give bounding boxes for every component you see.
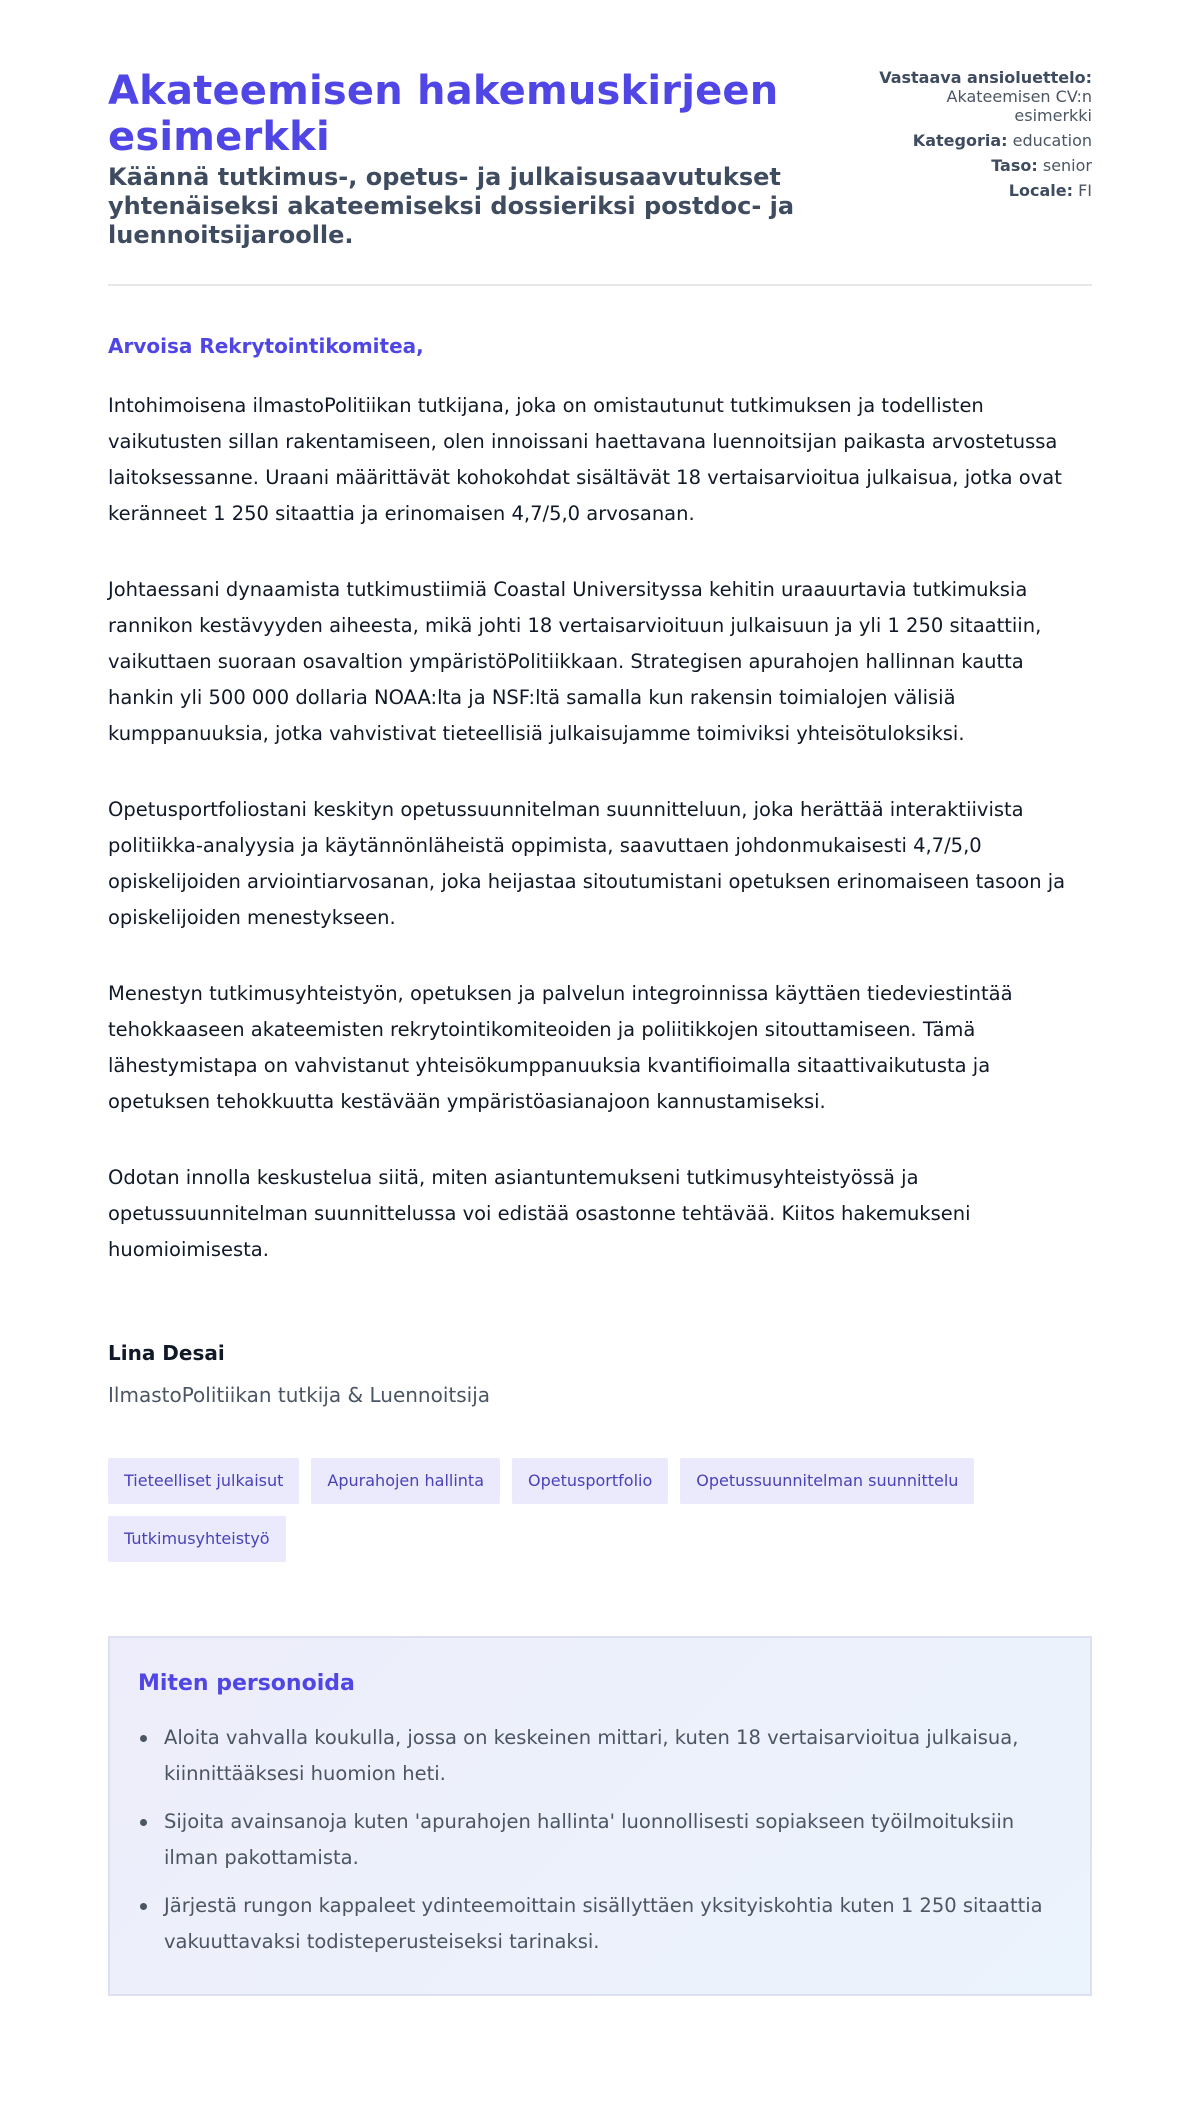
signature-name: Lina Desai [108, 1341, 225, 1365]
letter-paragraph: Odotan innolla keskustelua siitä, miten asiantuntemukseni tutkimusyhteistyössä ja opetussuunnitelman suunnittelussa voi edistää osastonne tehtävää. Kiitos hakemukseni huomioimisesta. [108, 1166, 971, 1261]
skill-tag[interactable]: Apurahojen hallinta [311, 1458, 500, 1504]
tip-item [138, 1888, 1062, 1960]
tips-list [138, 1720, 1062, 1960]
tip-item [138, 1720, 1062, 1792]
meta-matching-cv-value: Akateemisen CV:n esimerkki [946, 87, 1092, 125]
letter-paragraphs [108, 388, 1092, 1268]
page-title: Akateemisen hakemuskirjeen esimerkki [108, 68, 779, 160]
skill-tags [108, 1458, 1068, 1562]
letter-paragraph: Johtaessani dynaamista tutkimustiimiä Coastal Universityssa kehitin uraauurtavia tutkimuksia rannikon kestävyyden aiheesta, mikä johti 18 vertaisarvioituun julkaisuun ja yli 1 250 sitaattiin, vaikuttaen suoraan osavaltion ympäristöPolitiikkaan. Strategisen apurahojen hallinnan kautta hankin yli 500 000 dollaria NOAA:lta ja NSF:ltä samalla kun rakensin toimialojen välisiä kumppanuuksia, jotka vahvistivat tieteellisiä julkaisujamme toimiviksi yhteisötuloksiksi. [108, 578, 1042, 745]
page-subtitle: Käännä tutkimus-, opetus- ja julkaisusaavutukset yhtenäiseksi akateemiseksi dossieriksi postdoc- ja luennoitsijaroolle. [108, 163, 795, 249]
letter-paragraph: Menestyn tutkimusyhteistyön, opetuksen ja palvelun integroinnissa käyttäen tiedeviestintää tehokkaaseen akateemisten rekrytointikomiteoiden ja poliitikkojen sitouttamiseen. Tämä lähestymistapa on vahvistanut yhteisökumppanuuksia kvantifioimalla sitaattivaikutusta ja opetuksen tehokkuutta kestävään ympäristöasianajoon kannustamiseksi. [108, 982, 1013, 1113]
bullet-icon [140, 1819, 147, 1826]
tips-title: Miten personoida [138, 1671, 355, 1696]
meta-category-value: education [1012, 131, 1092, 150]
tip-text: Järjestä rungon kappaleet ydinteemoittain sisällyttäen yksityiskohtia kuten 1 250 sitaattia vakuuttavaksi todisteperusteiseksi tarinaksi. [164, 1894, 1043, 1953]
meta-category-label: Kategoria: [912, 131, 1008, 150]
meta-level [872, 156, 1092, 175]
meta-matching-cv-label: Vastaava ansioluettelo: [879, 68, 1092, 87]
signature-title: IlmastoPolitiikan tutkija & Luennoitsija [108, 1383, 491, 1407]
tip-text: Sijoita avainsanoja kuten 'apurahojen hallinta' luonnollisesti sopiakseen työilmoituksiin ilman pakottamista. [164, 1810, 1015, 1869]
letter-paragraph: Opetusportfoliostani keskityn opetussuunnitelman suunnitteluun, joka herättää interaktiivista politiikka-analyysia ja käytännönläheistä oppimista, saavuttaen johdonmukaisesti 4,7/5,0 opiskelijoiden arviointiarvosanan, joka heijastaa sitoutumistani opetuksen erinomaiseen tasoon ja opiskelijoiden menestykseen. [108, 798, 1066, 929]
meta-matching-cv [872, 68, 1092, 125]
letter-paragraph: Intohimoisena ilmastoPolitiikan tutkijana, joka on omistautunut tutkimuksen ja todellisten vaikutusten sillan rakentamiseen, olen innoissani haettavana luennoitsijan paikasta arvostetussa laitoksessanne. Uraani määrittävät kohokohdat sisältävät 18 vertaisarvioitua julkaisua, jotka ovat keränneet 1 250 sitaattia ja erinomaisen 4,7/5,0 arvosanan. [108, 394, 1062, 525]
personalization-tips [108, 1636, 1092, 1996]
meta-locale-label: Locale: [1008, 181, 1073, 200]
bullet-icon [140, 1735, 147, 1742]
meta-category [872, 131, 1092, 150]
skill-tag[interactable]: Opetussuunnitelman suunnittelu [680, 1458, 974, 1504]
tip-item [138, 1804, 1062, 1876]
meta-level-value: senior [1042, 156, 1092, 175]
header-titles [108, 68, 868, 250]
signature-block [108, 1340, 1092, 1408]
letter-body [108, 334, 1092, 1408]
skill-tag[interactable]: Tieteelliset julkaisut [108, 1458, 299, 1504]
meta-level-label: Taso: [991, 156, 1038, 175]
meta-locale [872, 181, 1092, 200]
skill-tag[interactable]: Tutkimusyhteistyö [108, 1516, 286, 1562]
salutation: Arvoisa Rekrytointikomitea, [108, 334, 424, 358]
meta-locale-value: FI [1078, 181, 1092, 200]
tip-text: Aloita vahvalla koukulla, jossa on keskeinen mittari, kuten 18 vertaisarvioitua julkaisua, kiinnittääksesi huomion heti. [164, 1726, 1019, 1785]
meta-panel [872, 68, 1092, 206]
bullet-icon [140, 1903, 147, 1910]
skill-tag[interactable]: Opetusportfolio [512, 1458, 668, 1504]
page-header [108, 68, 1092, 286]
